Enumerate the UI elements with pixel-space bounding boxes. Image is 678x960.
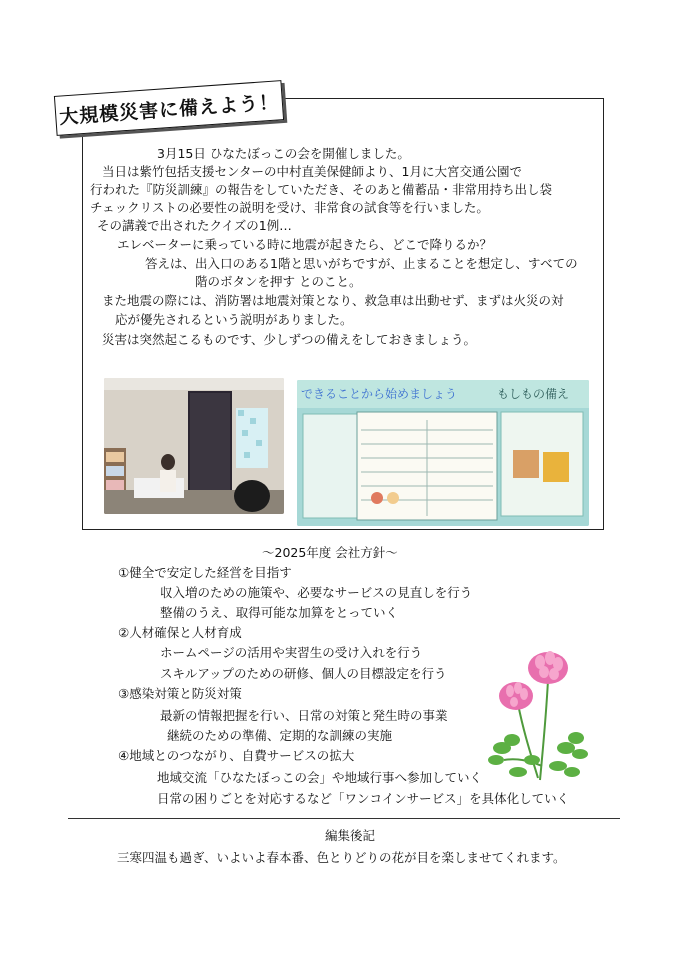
article-line: 3月15日 ひなたぼっこの会を開催しました。 — [157, 146, 410, 161]
policy-line: 収入増のための施策や、必要なサービスの見直しを行う — [160, 585, 473, 600]
policy-heading: ②人材確保と人材育成 — [118, 625, 242, 640]
policy-line: 日常の困りごとを対応するなど「ワンコインサービス」を具体化していく — [157, 791, 570, 806]
clover-flower-illustration — [488, 648, 598, 786]
section-divider — [68, 818, 620, 819]
article-line: チェックリストの必要性の説明を受け、非常食の試食等を行いました。 — [90, 200, 489, 215]
article-line: 階のボタンを押す とのこと。 — [195, 274, 362, 289]
article-title: 大規模災害に備えよう！ — [58, 90, 280, 129]
article-line: また地震の際には、消防署は地震対策となり、救急車は出動せず、まずは火災の対 — [102, 293, 564, 308]
policy-heading: ④地域とのつながり、自費サービスの拡大 — [118, 748, 355, 763]
article-line: 答えは、出入口のある1階と思いがちですが、止まることを想定し、すべての — [145, 256, 578, 271]
policy-line: 地域交流「ひなたぼっこの会」や地域行事へ参加していく — [157, 770, 483, 785]
policy-title: ～2025年度 会社方針～ — [262, 545, 398, 560]
editor-note-title: 編集後記 — [325, 828, 376, 843]
disaster-prep-slide-photo — [297, 380, 589, 526]
slide-heading: できることから始めましょう — [301, 387, 458, 401]
policy-heading: ③感染対策と防災対策 — [118, 686, 242, 701]
policy-heading: ①健全で安定した経営を目指す — [118, 565, 292, 580]
policy-line: スキルアップのための研修、個人の目標設定を行う — [160, 666, 447, 681]
article-line: 応が優先されるという説明がありました。 — [115, 312, 353, 327]
article-line: 当日は紫竹包括支援センターの中村直美保健師より、1月に大宮交通公園で — [102, 164, 522, 179]
policy-line: 整備のうえ、取得可能な加算をとっていく — [160, 605, 399, 620]
article-line: その講義で出されたクイズの1例… — [97, 218, 292, 233]
event-room-photo — [104, 378, 284, 514]
article-line: 行われた『防災訓練』の報告をしていただき、そのあと備蓄品・非常用持ち出し袋 — [90, 182, 553, 197]
slide-subheading: もしもの備え — [497, 387, 570, 401]
policy-line: ホームページの活用や実習生の受け入れを行う — [160, 645, 423, 660]
article-line: 災害は突然起こるものです、少しずつの備えをしておきましょう。 — [102, 332, 477, 347]
policy-line: 最新の情報把握を行い、日常の対策と発生時の事業 — [160, 708, 448, 723]
article-line: エレベーターに乗っている時に地震が起きたら、どこで降りるか？ — [117, 237, 493, 252]
policy-line: 継続のための準備、定期的な訓練の実施 — [167, 728, 393, 743]
editor-note-text: 三寒四温も過ぎ、いよいよ春本番、色とりどりの花が目を楽しませてくれます。 — [117, 850, 566, 865]
